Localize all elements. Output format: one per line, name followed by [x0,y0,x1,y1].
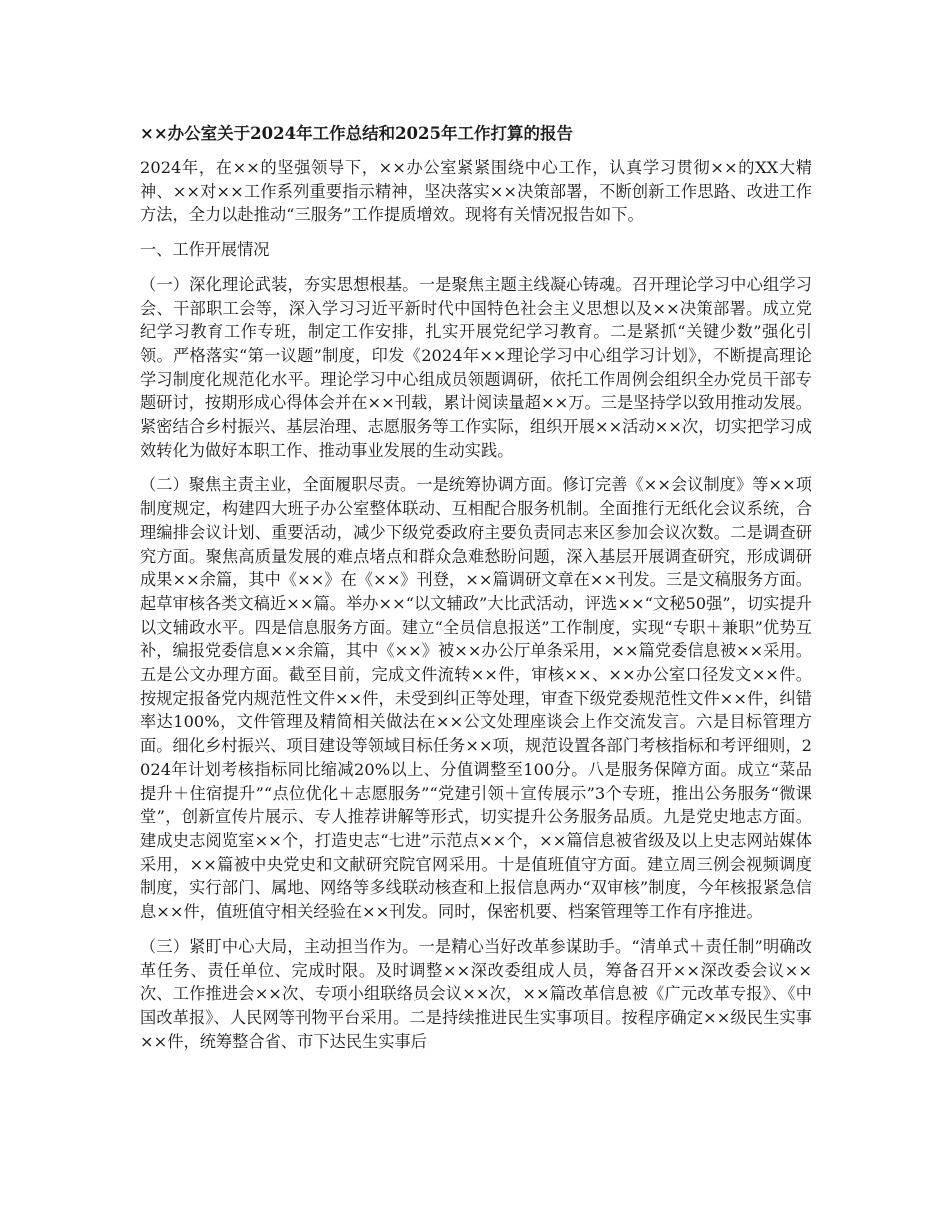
document-title: ××办公室关于2024年工作总结和2025年工作打算的报告 [140,124,573,143]
intro-paragraph: 2024年，在××的坚强领导下，××办公室紧紧围绕中心工作，认真学习贯彻××的XX大精神、××对××工作系列重要指示精神，坚决落实××决策部署，不断创新工作思路、改进工作方法，全力以赴推动“三服务”工作提质增效。现将有关情况报告如下。 [140,158,812,225]
paragraph-central-work: （三）紧盯中心大局，主动担当作为。一是精心当好改革参谋助手。“清单式＋责任制”明确改革任务、责任单位、完成时限。及时调整××深改委组成人员，筹备召开××深改委会议××次、工作推进会××次、专项小组联络员会议××次，××篇改革信息被《广元改革专报》、《中国改革报》、人民网等刊物平台采用。二是持续推进民生实事项目。按程序确定××级民生实事××件，统筹整合省、市下达民生实事后 [140,936,812,1051]
paragraph-main-duties: （二）聚焦主责主业，全面履职尽责。一是统筹协调方面。修订完善《××会议制度》等××项制度规定，构建四大班子办公室整体联动、互相配合服务机制。全面推行无纸化会议系统，合理编排会议计划、重要活动，减少下级党委政府主要负责同志来区参加会议次数。二是调查研究方面。聚焦高质量发展的难点堵点和群众急难愁盼问题，深入基层开展调查研究，形成调研成果××余篇，其中《××》在《××》刊登，××篇调研文章在××刊发。三是文稿服务方面。起草审核各类文稿近××篇。举办××“以文辅政”大比武活动，评选××“文秘50强”，切实提升以文辅政水平。四是信息服务方面。建立“全员信息报送”工作制度，实现“专职＋兼职”优势互补，编报党委信息××余篇，其中《××》被××办公厅单条采用，××篇党委信息被××采用。五是公文办理方面。截至目前，完成文件流转××件，审核××、××办公室口径发文××件。按规定报备党内规范性文件××件，未受到纠正等处理，审查下级党委规范性文件××件，纠错率达100%，文件管理及精简相关做法在××公文处理座谈会上作交流发言。六是目标管理方面。细化乡村振兴、项目建设等领域目标任务××项，规范设置各部门考核指标和考评细则，2024年计划考核指标同比缩减20%以上、分值调整至100分。八是服务保障方面。成立“菜品提升＋住宿提升”“点位优化＋志愿服务”“党建引领＋宣传展示”3个专班，推出公务服务“微课堂”，创新宣传片展示、专人推荐讲解等形式，切实提升公务服务品质。九是党史地志方面。建成史志阅览室××个，打造史志“七进”示范点××个，××篇信息被省级及以上史志网站媒体采用，××篇被中央党史和文献研究院官网采用。十是值班值守方面。建立周三例会视频调度制度，实行部门、属地、网络等多线联动核查和上报信息两办“双审核”制度，今年核报紧急信息××件，值班值守相关经验在××刊发。同时，保密机要、档案管理等工作有序推进。 [140,475,812,922]
paragraph-theory-study: （一）深化理论武装，夯实思想根基。一是聚焦主题主线凝心铸魂。召开理论学习中心组学习会、干部职工会等，深入学习习近平新时代中国特色社会主义思想以及××决策部署。成立党纪学习教育工作专班，制定工作安排，扎实开展党纪学习教育。二是紧抓“关键少数”强化引领。严格落实“第一议题”制度，印发《2024年××理论学习中心组学习计划》，不断提高理论学习制度化规范化水平。理论学习中心组成员领题调研，依托工作周例会组织全办党员干部专题研讨，按期形成心得体会并在××刊载，累计阅读量超××万。三是坚持学以致用推动发展。紧密结合乡村振兴、基层治理、志愿服务等工作实际，组织开展××活动××次，切实把学习成效转化为做好本职工作、推动事业发展的生动实践。 [140,274,812,460]
document-page [140,122,812,1064]
section-heading: 一、工作开展情况 [140,240,270,260]
